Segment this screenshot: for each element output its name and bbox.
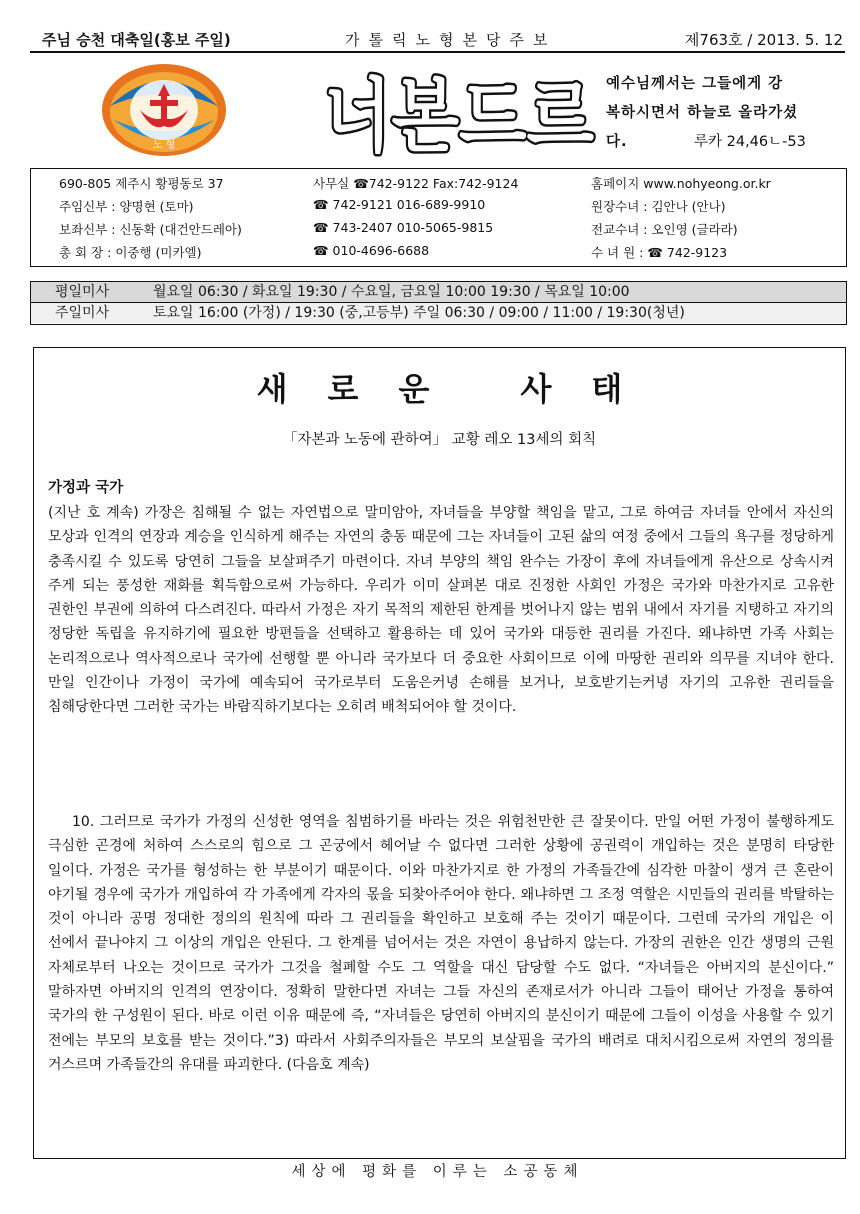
bulletin-header — [30, 26, 845, 50]
logo-text: 노 형 — [152, 140, 176, 151]
verse-line-1: 예수님께서는 그들에게 강 — [606, 76, 784, 92]
article-title: 새로운 사태 — [256, 370, 663, 408]
masthead-title-fill: 너본드르 — [324, 70, 594, 158]
sunday-mass-row — [31, 303, 846, 323]
feast-day-label: 주님 승천 대축일(홍보 주일) — [42, 31, 231, 49]
weekday-mass-row — [31, 282, 846, 303]
section-heading: 가정과 국가 — [48, 480, 124, 496]
office-phone-fax: 사무실 ☎742-9122 Fax:742-9124 — [313, 176, 519, 191]
issue-number-date: 제763호 / 2013. 5. 12 — [684, 31, 843, 49]
masthead-title-text: 너본드르 — [324, 70, 594, 158]
assistant-priest: 보좌신부 : 신동확 (대건안드레아) — [59, 222, 242, 237]
weekday-mass-times: 월요일 06:30 / 화요일 19:30 / 수요일, 금요일 10:00 19:30 / 목요일 10:00 — [153, 284, 630, 300]
weekday-mass-label: 평일미사 — [55, 284, 110, 300]
president-phone: ☎ 010-4696-6688 — [313, 243, 430, 258]
head-nun: 원장수녀 : 김안나 (안나) — [591, 199, 726, 214]
verse-line-2: 복하시면서 하늘로 올라가셨 — [606, 105, 799, 121]
sunday-mass-label: 주일미사 — [55, 305, 110, 321]
article-box — [33, 347, 846, 1159]
masthead-title — [318, 70, 600, 158]
verse-line-3: 다. — [606, 134, 628, 150]
article-subtitle: 「자본과 노동에 관하여」 교황 레오 13세의 회칙 — [282, 432, 597, 448]
header-rule — [30, 51, 845, 53]
pastor-phone: ☎ 742-9121 016-689-9910 — [313, 197, 486, 212]
masthead-title-box — [318, 70, 600, 158]
assistant-phone: ☎ 743-2407 010-5065-9815 — [313, 220, 494, 235]
mass-schedule — [30, 281, 847, 325]
verse-reference: 루카 24,46ㄴ-53 — [694, 134, 806, 150]
parish-logo — [100, 62, 228, 158]
parish-logo-graphic — [100, 62, 228, 158]
parish-info-box — [30, 168, 847, 267]
mission-nun: 전교수녀 : 오인영 (글라라) — [591, 222, 738, 237]
address: 690-805 제주시 황평동로 37 — [59, 176, 224, 191]
bulletin-name: 가톨릭노형본당주보 — [345, 31, 557, 49]
convent-phone: 수 녀 원 : ☎ 742-9123 — [591, 245, 728, 260]
homepage-link[interactable]: 홈페이지 www.nohyeong.or.kr — [591, 176, 771, 191]
sunday-mass-times: 토요일 16:00 (가정) / 19:30 (중,고등부) 주일 06:30 / 09:00 / 11:00 / 19:30(청년) — [153, 305, 685, 321]
article-paragraph-1: (지난 호 계속) 가장은 침해될 수 없는 자연법으로 말미암아, 자녀들을 부양할 책임을 맡고, 그로 하여금 자녀들 안에서 자신의 모상과 인격의 연장과 계승을 인식하게 해주는 자연의 충동 때문에 그는 자녀들이 고된 삶의 여정 중에서 그들의 욕구를 정당하게 충족시킬 수 있도록 당연히 그들을 보살펴주기 마련이다. 자녀 부양의 책임 완수는 가장이 후에 자녀들에게 유산으로 상속시켜 주게 되는 풍성한 재화를 획득함으로써 가능하다. 우리가 이미 살펴본 대로 진정한 사회인 가정은 국가와 마찬가지로 고유한 권한인 부권에 의하여 다스려진다. 따라서 가정은 자기 목적의 제한된 한계를 벗어나지 않는 범위 내에서 자기를 지탱하고 자기의 정당한 독립을 유지하기에 필요한 방편들을 선택하고 활용하는 데 있어 국가와 대등한 권리를 가진다. 왜냐하면 가족 사회는 논리적으로나 역사적으로나 국가에 선행할 뿐 아니라 국가보다 더 중요한 사회이므로 이에 마땅한 권리와 의무를 지녀야 한다. 만일 인간이나 가정이 국가에 예속되어 국가로부터 도움은커녕 손해를 보거나, 보호받기는커녕 자기의 고유한 권리들을 침해당한다면 그러한 국가는 바람직하기보다는 오히려 배척되어야 할 것이다. — [48, 505, 834, 716]
footer-motto: 세상에 평화를 이루는 소공동체 — [291, 1164, 584, 1180]
article-paragraph-2: 10. 그러므로 국가가 가정의 신성한 영역을 침범하기를 바라는 것은 위험천만한 큰 잘못이다. 만일 어떤 가정이 불행하게도 극심한 곤경에 처하여 스스로의 힘으로 그 곤궁에서 헤어날 수 없다면 그러한 상황에 공권력이 개입하는 것은 분명히 타당한 일이다. 가정은 국가를 형성하는 한 부분이기 때문이다. 이와 마찬가지로 한 가정의 가족들간에 심각한 마찰이 생겨 큰 혼란이 야기될 경우에 국가가 개입하여 각 가족에게 각자의 몫을 되찾아주어야 한다. 왜냐하면 그 조정 역할은 시민들의 권리를 박탈하는 것이 아니라 공명 정대한 정의의 원칙에 따라 그 권리들을 확인하고 보호해 주는 것이기 때문이다. 그런데 국가의 개입은 이 선에서 끝나야지 그 이상의 개입은 안된다. 그 한계를 넘어서는 것은 자연이 용납하지 않는다. 가장의 권한은 인간 생명의 근원 자체로부터 나오는 것이므로 국가가 그것을 철폐할 수도 그 역할을 대신 담당할 수도 없다. “자녀들은 아버지의 분신이다.” 말하자면 아버지의 인격의 연장이다. 정확히 말한다면 자녀는 그들 자신의 존재로서가 아니라 그들이 태어난 가정을 통하여 국가의 한 구성원이 된다. 바로 이런 이유 때문에 즉, “자녀들은 당연히 아버지의 분신이기 때문에 그들이 이성을 사용할 수 있기 전에는 부모의 보호를 받는 것이다.”3) 따라서 사회주의자들은 부모의 보살핌을 국가의 배려로 대치시킴으로써 자연의 정의를 거스르며 가족들간의 유대를 파괴한다. (다음호 계속) — [48, 814, 834, 1073]
pastor: 주임신부 : 양명현 (토마) — [59, 199, 194, 214]
council-president: 총 회 장 : 이중행 (미카엘) — [59, 245, 202, 260]
gospel-verse — [606, 70, 846, 157]
